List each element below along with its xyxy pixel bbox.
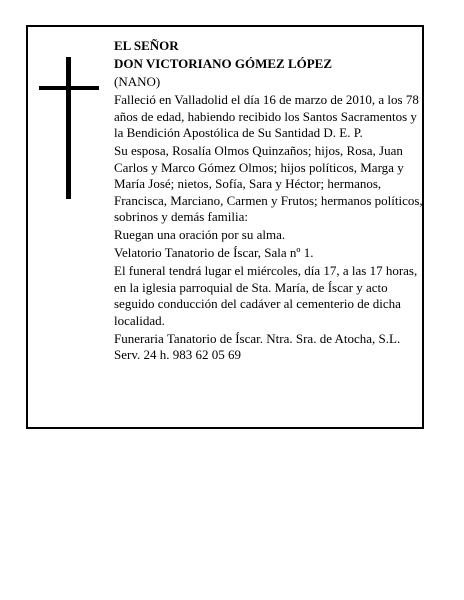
wake-location: Velatorio Tanatorio de Íscar, Sala nº 1.	[114, 245, 314, 260]
funeral-details: El funeral tendrá lugar el miércoles, día 17, a las 17 horas, en la iglesia parroquial de Sta. María, de Íscar y acto seguido conducción del cadáver al cementerio de dicha localidad.	[114, 263, 418, 328]
nickname: (NANO)	[114, 74, 161, 89]
prayer-request: Ruegan una oración por su alma.	[114, 227, 286, 242]
notice-text	[114, 38, 424, 365]
cross-horizontal-bar	[39, 86, 99, 90]
family-list: Su esposa, Rosalía Olmos Quinzaños; hijos, Rosa, Juan Carlos y Marco Gómez Olmos; hijos políticos, Marga y María José; nietos, Sofía, Sara y Héctor; hermanos, Francisca, Marciano, Carmen y Frutos; hermanos políticos, sobrinos y demás familia:	[114, 143, 423, 224]
obituary-notice	[26, 25, 424, 429]
title-line: EL SEÑOR	[114, 38, 179, 53]
death-announcement: Falleció en Valladolid el día 16 de marzo de 2010, a los 78 años de edad, habiendo recibido los Santos Sacramentos y la Bendición Apostólica de Su Santidad D. E. P.	[114, 92, 419, 140]
deceased-name: DON VICTORIANO GÓMEZ LÓPEZ	[114, 56, 333, 71]
cross-vertical-bar	[66, 57, 71, 199]
funeral-home: Funeraria Tanatorio de Íscar. Ntra. Sra. de Atocha, S.L. Serv. 24 h. 983 62 05 69	[114, 330, 401, 362]
